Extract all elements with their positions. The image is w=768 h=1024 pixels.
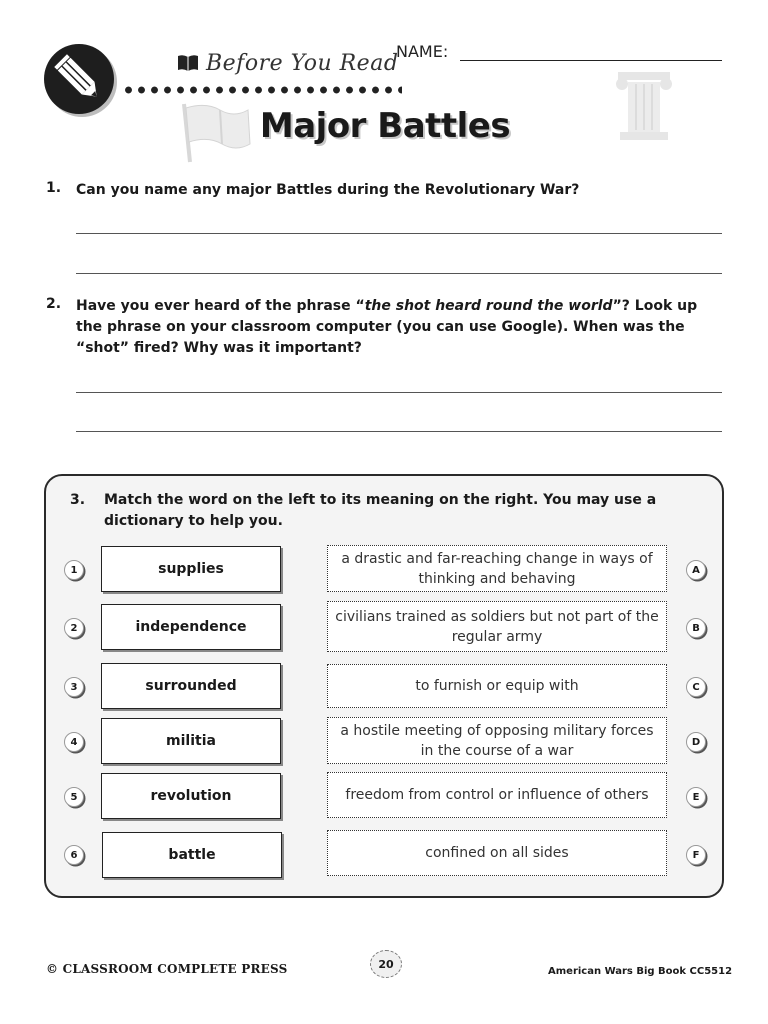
name-label: NAME: [396, 42, 449, 61]
answer-line[interactable] [76, 392, 722, 393]
answer-line[interactable] [76, 273, 722, 274]
word-number-badge: 6 [64, 845, 84, 865]
definition-card[interactable]: civilians trained as soldiers but not part of the regular army [327, 601, 667, 652]
definition-letter-badge: D [686, 732, 706, 752]
definition-letter-badge: A [686, 560, 706, 580]
question-2-number: 2. [46, 296, 62, 312]
answer-line[interactable] [76, 233, 722, 234]
definition-card[interactable]: to furnish or equip with [327, 664, 667, 708]
definition-letter-badge: E [686, 787, 706, 807]
word-card[interactable]: surrounded [101, 663, 281, 709]
pencil-icon [44, 44, 114, 114]
question-3-instructions: Match the word on the left to its meaning on the right. You may use a dictionary to help you. [104, 492, 657, 529]
book-icon [176, 53, 200, 73]
question-2-text-start: Have you ever heard of the phrase “ [76, 298, 365, 314]
question-2-text-end: ”? Look up the phrase on your classroom computer (you can use Google). When was the “shot” fired? Why was it important? [76, 298, 698, 356]
word-number-badge: 5 [64, 787, 84, 807]
word-card[interactable]: supplies [101, 546, 281, 592]
definition-letter-badge: B [686, 618, 706, 638]
question-1-number: 1. [46, 180, 62, 196]
word-number-badge: 2 [64, 618, 84, 638]
page-title: Major Battles [259, 106, 511, 146]
definition-card[interactable]: freedom from control or influence of others [327, 772, 667, 818]
word-number-badge: 1 [64, 560, 84, 580]
definition-letter-badge: C [686, 677, 706, 697]
word-card[interactable]: militia [101, 718, 281, 764]
dotted-divider [122, 85, 402, 95]
definition-card[interactable]: confined on all sides [327, 830, 667, 876]
quoted-phrase: the shot heard round the world [364, 298, 613, 314]
section-label: Before You Read [206, 50, 399, 76]
question-3-number: 3. [70, 492, 86, 508]
definition-letter-badge: F [686, 845, 706, 865]
pencil-badge [44, 44, 114, 114]
page-number: 20 [370, 950, 402, 978]
book-credit: American Wars Big Book CC5512 [548, 966, 733, 977]
question-2-text [76, 296, 716, 359]
word-card[interactable]: independence [101, 604, 281, 650]
answer-line[interactable] [76, 431, 722, 432]
definition-card[interactable]: a hostile meeting of opposing military forces in the course of a war [327, 717, 667, 764]
publisher-credit: © CLASSROOM COMPLETE PRESS [46, 962, 288, 976]
word-card[interactable]: revolution [101, 773, 281, 819]
column-icon [612, 70, 676, 144]
name-field[interactable] [460, 60, 722, 61]
definition-card[interactable]: a drastic and far-reaching change in ways of thinking and behaving [327, 545, 667, 592]
section-heading [176, 48, 398, 78]
word-number-badge: 4 [64, 732, 84, 752]
word-card[interactable]: battle [102, 832, 282, 878]
word-number-badge: 3 [64, 677, 84, 697]
question-1-text: Can you name any major Battles during the Revolutionary War? [76, 182, 580, 198]
